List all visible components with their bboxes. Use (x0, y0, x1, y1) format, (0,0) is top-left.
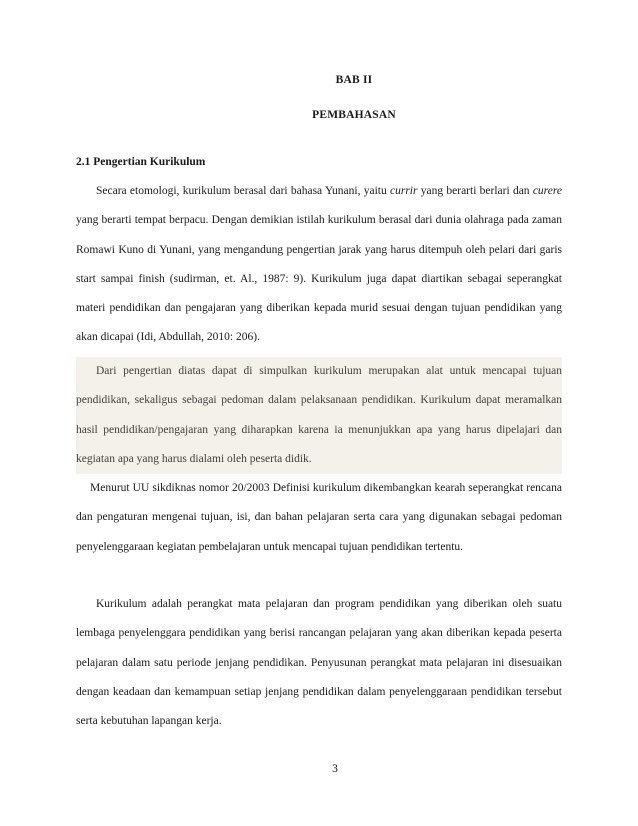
paragraph-etymology (76, 177, 562, 353)
page-number: 3 (332, 763, 338, 775)
paragraph-conclusion (76, 357, 562, 474)
paragraph-text: Dari pengertian diatas dapat di simpulkan kurikulum merupakan alat untuk mencapai tujuan pendidikan, sekaligus sebagai pedoman dalam pelaksanaan pendidikan. Kurikulum dapat meramalkan hasil pendidikan/pengajaran yang diharapkan karena ia menunjukkan apa yang harus dipelajari dan kegiatan apa yang harus dialami oleh peserta didik. (76, 365, 562, 465)
paragraph-text: Kurikulum adalah perangkat mata pelajaran dan program pendidikan yang diberikan oleh suatu lembaga penyelenggara pendidikan yang berisi rancangan pelajaran yang akan diberikan kepada peserta pelajaran dalam satu periode jenjang pendidikan. Penyusunan perangkat mata pelajaran ini disesuaikan dengan keadaan dan kemampuan setiap jenjang pendidikan dalam penyelenggaraan pendidikan tersebut serta kebutuhan lapangan kerja. (76, 598, 562, 728)
italic-term-curere: curere (532, 185, 562, 197)
chapter-label: BAB II (335, 74, 373, 86)
paragraph-text: yang berarti berlari dan (417, 185, 533, 197)
paragraph-curriculum-definition (76, 590, 562, 736)
paragraph-uu-definition (76, 474, 562, 562)
paragraph-text: Menurut UU sikdiknas nomor 20/2003 Definisi kurikulum dikembangkan kearah seperangkat rencana dan pengaturan mengenai tujuan, isi, dan bahan pelajaran serta cara yang digunakan sebagai pedoman penyelenggaraan kegiatan pembelajaran untuk mencapai tujuan pendidikan tertentu. (76, 482, 562, 553)
italic-term-currir: currir (390, 185, 418, 197)
paragraph-text: yang berarti tempat berpacu. Dengan demikian istilah kurikulum berasal dari dunia olahraga pada zaman Romawi Kuno di Yunani, yang mengandung pengertian jarak yang harus ditempuh oleh pelari dari garis start sampai finish (sudirman, et. Al., 1987: 9). Kurikulum juga dapat diartikan sebagai seperangkat materi pendidikan dan pengajaran yang diberikan kepada murid sesuai dengan tujuan pendidikan yang akan dicapai (Idi, Abdullah, 2010: 206). (76, 214, 562, 344)
paragraph-text: Secara etomologi, kurikulum berasal dari bahasa Yunani, yaitu (96, 185, 390, 197)
section-heading: 2.1 Pengertian Kurikulum (76, 156, 206, 168)
chapter-title: PEMBAHASAN (312, 109, 396, 121)
